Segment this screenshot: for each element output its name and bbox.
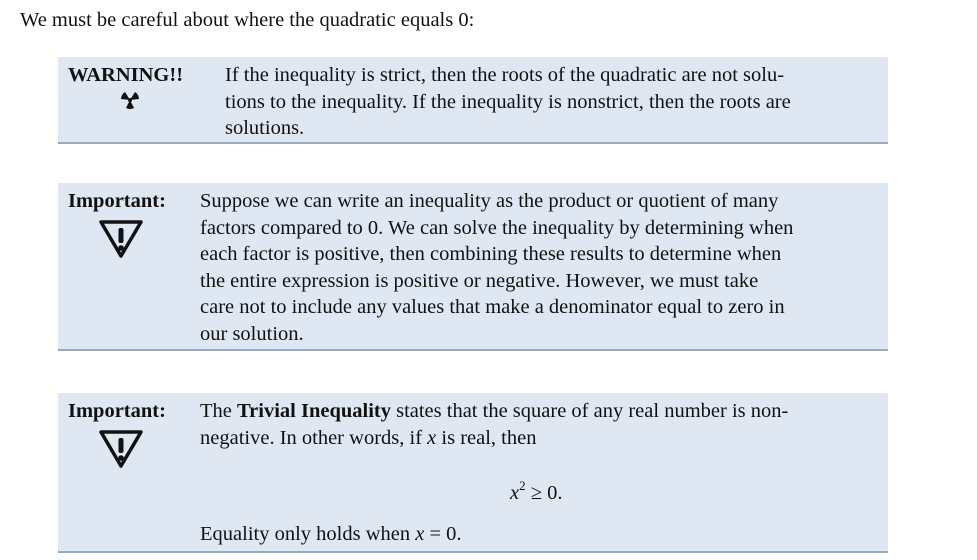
warning-line-2: tions to the inequality. If the inequality is nonstrict, then the roots are — [225, 90, 791, 113]
important1-line-6: our solution. — [200, 322, 304, 345]
warning-line-1: If the inequality is strict, then the roots of the quadratic are not solu- — [225, 64, 785, 86]
important2-line-2 — [200, 425, 886, 452]
important-text-1 — [200, 188, 886, 347]
important2-line-2-post: is real, then — [436, 426, 537, 449]
radiation-icon — [118, 89, 142, 109]
caution-triangle-icon — [98, 429, 144, 469]
variable-x: x — [427, 426, 437, 449]
important-box-2 — [58, 393, 888, 553]
warning-line-3: solutions. — [225, 117, 305, 139]
important1-line-3: each factor is positive, then combining these results to determine when — [200, 243, 782, 265]
caution-triangle-icon — [98, 219, 144, 259]
intro-text: We must be careful about where the quadratic equals 0: — [20, 9, 475, 31]
important2-line-1 — [200, 398, 886, 425]
warning-box — [58, 57, 888, 144]
important2-line-1-post: states that the square of any real number is non- — [390, 400, 789, 422]
important1-line-2: factors compared to 0. We can solve the inequality by determining when — [200, 216, 794, 239]
formula-exponent: 2 — [519, 478, 526, 493]
equality-post: = 0. — [424, 523, 462, 545]
trivial-inequality-formula — [510, 473, 563, 506]
trivial-inequality-term: Trivial Inequality — [237, 400, 391, 422]
important1-line-5: care not to include any values that make a denominator equal to zero in — [200, 296, 785, 318]
formula-rest: ≥ 0. — [525, 482, 563, 504]
warning-text — [225, 62, 880, 142]
equality-condition — [200, 521, 462, 547]
warning-label: WARNING!! — [68, 64, 184, 86]
important1-line-1: Suppose we can write an inequality as the product or quotient of many — [200, 190, 779, 212]
formula-base: x — [510, 482, 520, 504]
important1-line-4: the entire expression is positive or negative. However, we must take — [200, 269, 759, 292]
important-text-2 — [200, 398, 886, 451]
equality-var: x — [415, 523, 425, 545]
important2-line-2-pre: negative. In other words, if — [200, 426, 428, 449]
important2-line-1-pre: The — [200, 400, 237, 422]
equality-pre: Equality only holds when — [200, 523, 416, 545]
important-label-1: Important: — [68, 190, 166, 212]
important-label-2: Important: — [68, 400, 166, 422]
important-box-1 — [58, 183, 888, 351]
